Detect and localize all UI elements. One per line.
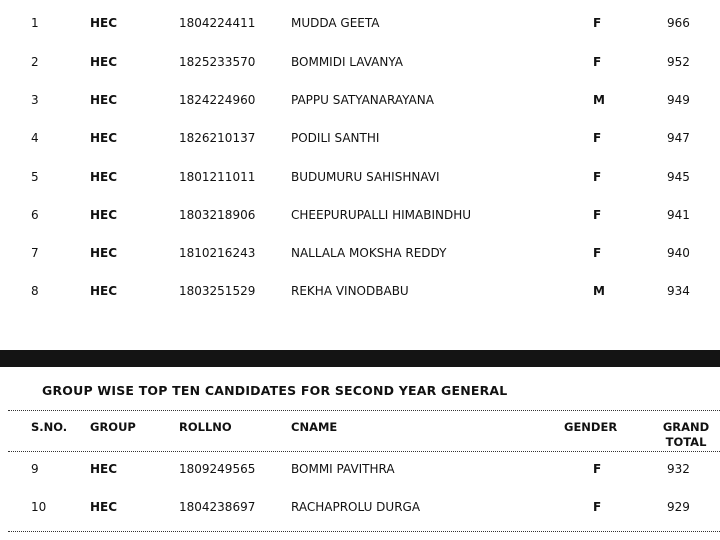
- rollno-cell: 1803251529: [179, 284, 256, 298]
- gender-cell: F: [593, 16, 602, 30]
- rollno-cell: 1824224960: [179, 93, 256, 107]
- group-cell: HEC: [90, 284, 118, 298]
- header-grand-total: [662, 420, 710, 450]
- rollno-cell: 1803218906: [179, 208, 256, 222]
- sno-cell: 4: [31, 131, 39, 145]
- table-row: [0, 243, 720, 263]
- cname-cell: BUDUMURU SAHISHNAVI: [291, 170, 440, 184]
- dotted-rule: [8, 531, 720, 532]
- table-row: [0, 281, 720, 301]
- cname-cell: MUDDA GEETA: [291, 16, 380, 30]
- group-cell: HEC: [90, 500, 118, 514]
- sno-cell: 3: [31, 93, 39, 107]
- group-cell: HEC: [90, 16, 118, 30]
- rollno-cell: 1825233570: [179, 55, 256, 69]
- group-cell: HEC: [90, 170, 118, 184]
- dotted-rule: [8, 410, 720, 411]
- rollno-cell: 1826210137: [179, 131, 256, 145]
- cname-cell: RACHAPROLU DURGA: [291, 500, 421, 514]
- header-grand-total-line2: TOTAL: [665, 435, 707, 449]
- table-row: [0, 128, 720, 148]
- gender-cell: F: [593, 246, 602, 260]
- header-rollno: ROLLNO: [179, 420, 232, 434]
- cname-cell: CHEEPURUPALLI HIMABINDHU: [291, 208, 472, 222]
- dotted-rule: [8, 451, 720, 452]
- grand-total-cell: 952: [667, 55, 690, 69]
- group-cell: HEC: [90, 93, 118, 107]
- section-divider-band: [0, 350, 720, 367]
- grand-total-cell: 947: [667, 131, 690, 145]
- sno-cell: 5: [31, 170, 39, 184]
- table-row: [0, 205, 720, 225]
- cname-cell: PAPPU SATYANARAYANA: [291, 93, 434, 107]
- header-grand-total-line1: GRAND: [662, 420, 710, 434]
- sno-cell: 1: [31, 16, 39, 30]
- table-row: [0, 459, 720, 479]
- grand-total-cell: 949: [667, 93, 690, 107]
- grand-total-cell: 932: [667, 462, 690, 476]
- rollno-cell: 1804224411: [179, 16, 256, 30]
- grand-total-cell: 940: [667, 246, 690, 260]
- group-cell: HEC: [90, 131, 118, 145]
- gender-cell: F: [593, 170, 602, 184]
- sno-cell: 2: [31, 55, 39, 69]
- table-row: [0, 90, 720, 110]
- gender-cell: F: [593, 208, 602, 222]
- header-group: GROUP: [90, 420, 136, 434]
- cname-cell: REKHA VINODBABU: [291, 284, 409, 298]
- cname-cell: PODILI SANTHI: [291, 131, 380, 145]
- sno-cell: 8: [31, 284, 39, 298]
- gender-cell: F: [593, 55, 602, 69]
- rollno-cell: 1809249565: [179, 462, 256, 476]
- rollno-cell: 1804238697: [179, 500, 256, 514]
- header-gender: GENDER: [564, 420, 618, 434]
- gender-cell: M: [593, 284, 605, 298]
- group-cell: HEC: [90, 246, 118, 260]
- rollno-cell: 1810216243: [179, 246, 256, 260]
- gender-cell: M: [593, 93, 605, 107]
- gender-cell: F: [593, 462, 602, 476]
- sno-cell: 9: [31, 462, 39, 476]
- table-row: [0, 13, 720, 33]
- section-title: GROUP WISE TOP TEN CANDIDATES FOR SECOND YEAR GENERAL: [42, 383, 508, 398]
- rollno-cell: 1801211011: [179, 170, 256, 184]
- gender-cell: F: [593, 500, 602, 514]
- group-cell: HEC: [90, 55, 118, 69]
- header-sno: S.NO.: [31, 420, 68, 434]
- table-row: [0, 497, 720, 517]
- grand-total-cell: 929: [667, 500, 690, 514]
- grand-total-cell: 934: [667, 284, 690, 298]
- sno-cell: 7: [31, 246, 39, 260]
- cname-cell: BOMMIDI LAVANYA: [291, 55, 403, 69]
- sno-cell: 6: [31, 208, 39, 222]
- table-row: [0, 52, 720, 72]
- cname-cell: BOMMI PAVITHRA: [291, 462, 395, 476]
- group-cell: HEC: [90, 208, 118, 222]
- table-row: [0, 167, 720, 187]
- grand-total-cell: 945: [667, 170, 690, 184]
- gender-cell: F: [593, 131, 602, 145]
- grand-total-cell: 966: [667, 16, 690, 30]
- sno-cell: 10: [31, 500, 47, 514]
- header-cname: CNAME: [291, 420, 338, 434]
- group-cell: HEC: [90, 462, 118, 476]
- cname-cell: NALLALA MOKSHA REDDY: [291, 246, 447, 260]
- grand-total-cell: 941: [667, 208, 690, 222]
